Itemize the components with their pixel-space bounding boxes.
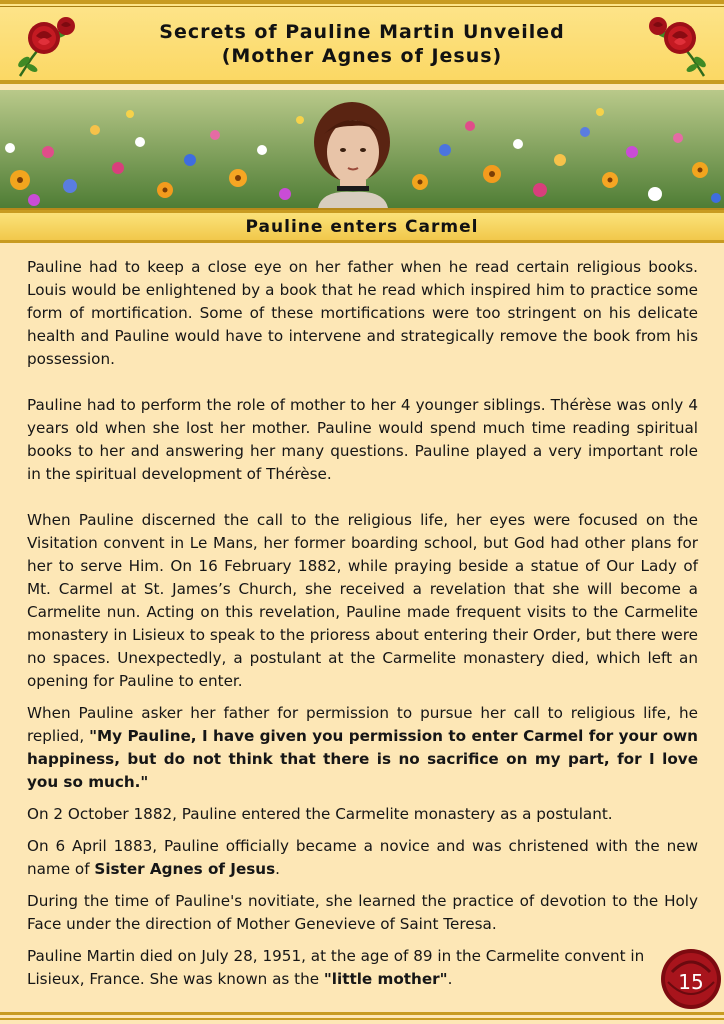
rose-icon: [644, 12, 714, 82]
section-title: Pauline enters Carmel: [245, 217, 479, 237]
paragraph-text: Pauline Martin died on July 28, 1951, at the age of 89 in the Carmelite convent in Lisieux, France. She was known as the: [27, 947, 645, 988]
rose-icon: [10, 12, 80, 82]
father-quote: "My Pauline, I have given you permission to enter Carmel for your own happiness, but do not think that there is no sacrifice on my part, for I love you so much.": [27, 727, 698, 791]
paragraph: [27, 702, 698, 794]
flower-meadow-illustration: [0, 90, 724, 208]
paragraph: [27, 945, 672, 991]
nickname: "little mother": [323, 970, 448, 988]
page-number: 15: [678, 970, 704, 994]
paragraph: Pauline had to perform the role of mother to her 4 younger siblings. Thérèse was only 4 years old when she lost her mother. Pauline would spend much time reading spiritual books to her and answering her many questions. Pauline played a very important role in the spiritual development of Thérèse.: [27, 396, 698, 483]
paragraph: On 2 October 1882, Pauline entered the Carmelite monastery as a postulant.: [27, 805, 613, 823]
page-title: [0, 4, 724, 68]
paragraph: [27, 835, 698, 881]
title-line-1: Secrets of Pauline Martin Unveiled: [159, 21, 565, 43]
article-body: [27, 256, 698, 991]
paragraph: During the time of Pauline's novitiate, she learned the practice of devotion to the Holy Face under the direction of Mother Genevieve of Saint Teresa.: [27, 892, 698, 933]
paragraph-end: .: [447, 970, 453, 988]
paragraph-end: .: [275, 860, 280, 878]
header: [0, 0, 724, 84]
page-number-badge: [660, 948, 722, 1010]
paragraph-text: When Pauline asker her father for permission to pursue her call to religious life, he replied,: [27, 704, 698, 745]
paragraph: Pauline had to keep a close eye on her father when he read certain religious books. Louis would be enlightened by a book that he read which inspired him to practice some form of mortification. Some of these mortifications were too stringent on his delicate health and Pauline would have to intervene and strategically remove the book from his possession.: [27, 258, 698, 368]
section-header: [0, 210, 724, 243]
religious-name: Sister Agnes of Jesus: [94, 860, 276, 878]
footer-rule: [0, 1010, 724, 1024]
paragraph: When Pauline discerned the call to the religious life, her eyes were focused on the Visitation convent in Le Mans, her former boarding school, but God had other plans for her to serve Him. On 16 February 1882, while praying beside a statue of Our Lady of Mt. Carmel at St. James’s Church, she received a revelation that she will become a Carmelite nun. Acting on this revelation, Pauline made frequent visits to the Carmelite monastery in Lisieux to speak to the prioress about entering their Order, but there were no spaces. Unexpectedly, a postulant at the Carmelite monastery died, which left an opening for Pauline to enter.: [27, 511, 698, 690]
paragraph-text: On 6 April 1883, Pauline officially became a novice and was christened with the new name of: [27, 837, 698, 878]
title-line-2: (Mother Agnes of Jesus): [221, 45, 503, 67]
banner-image: [0, 90, 724, 210]
